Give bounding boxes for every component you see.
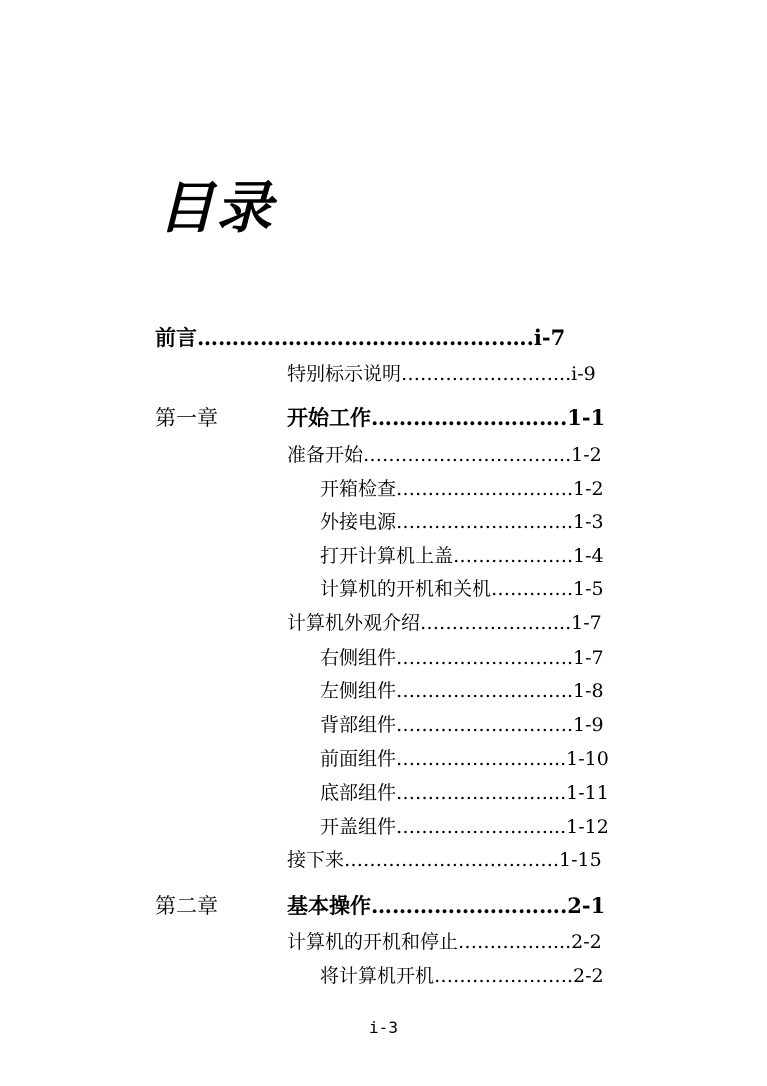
- chapter-label: 第一章: [155, 406, 218, 430]
- toc-entry: 左侧组件……………………….1-8: [320, 680, 604, 702]
- toc-entry: 外接电源……………………….1-3: [320, 511, 604, 533]
- toc-entry: 底部组件……………………...1-11: [320, 782, 609, 804]
- page-title: 目录: [158, 175, 274, 241]
- toc-entry: 接下来…………………………….1-15: [287, 849, 602, 871]
- toc-entry: 开盖组件……………………...1-12: [320, 816, 609, 838]
- toc-entry: 将计算机开机………………….2-2: [320, 965, 604, 987]
- toc-entry-preface: 前言……………………………………..….i-7: [155, 325, 566, 350]
- chapter-label: 第二章: [155, 894, 218, 918]
- toc-entry: 打开计算机上盖……………….1-4: [320, 545, 604, 567]
- toc-entry: 前面组件……………………...1-10: [320, 748, 609, 770]
- toc-entry: 计算机的开机和停止……………...2-2: [287, 931, 602, 953]
- toc-entry-chapter: 开始工作……………………….1-1: [287, 405, 606, 430]
- toc-entry: 计算机外观介绍…………………...1-7: [287, 612, 602, 634]
- page-number: i-3: [369, 1018, 398, 1037]
- toc-entry: 计算机的开机和关机………….1-5: [320, 578, 604, 600]
- toc-entry-chapter: 基本操作……………………….2-1: [287, 893, 606, 918]
- toc-entry: 准备开始…………………………...1-2: [287, 444, 602, 466]
- toc-entry: 开箱检查……………………….1-2: [320, 478, 604, 500]
- toc-entry: 特别标示说明……………………...i-9: [287, 363, 596, 385]
- toc-entry: 右侧组件……………………….1-7: [320, 647, 604, 669]
- toc-entry: 背部组件……………………….1-9: [320, 714, 604, 736]
